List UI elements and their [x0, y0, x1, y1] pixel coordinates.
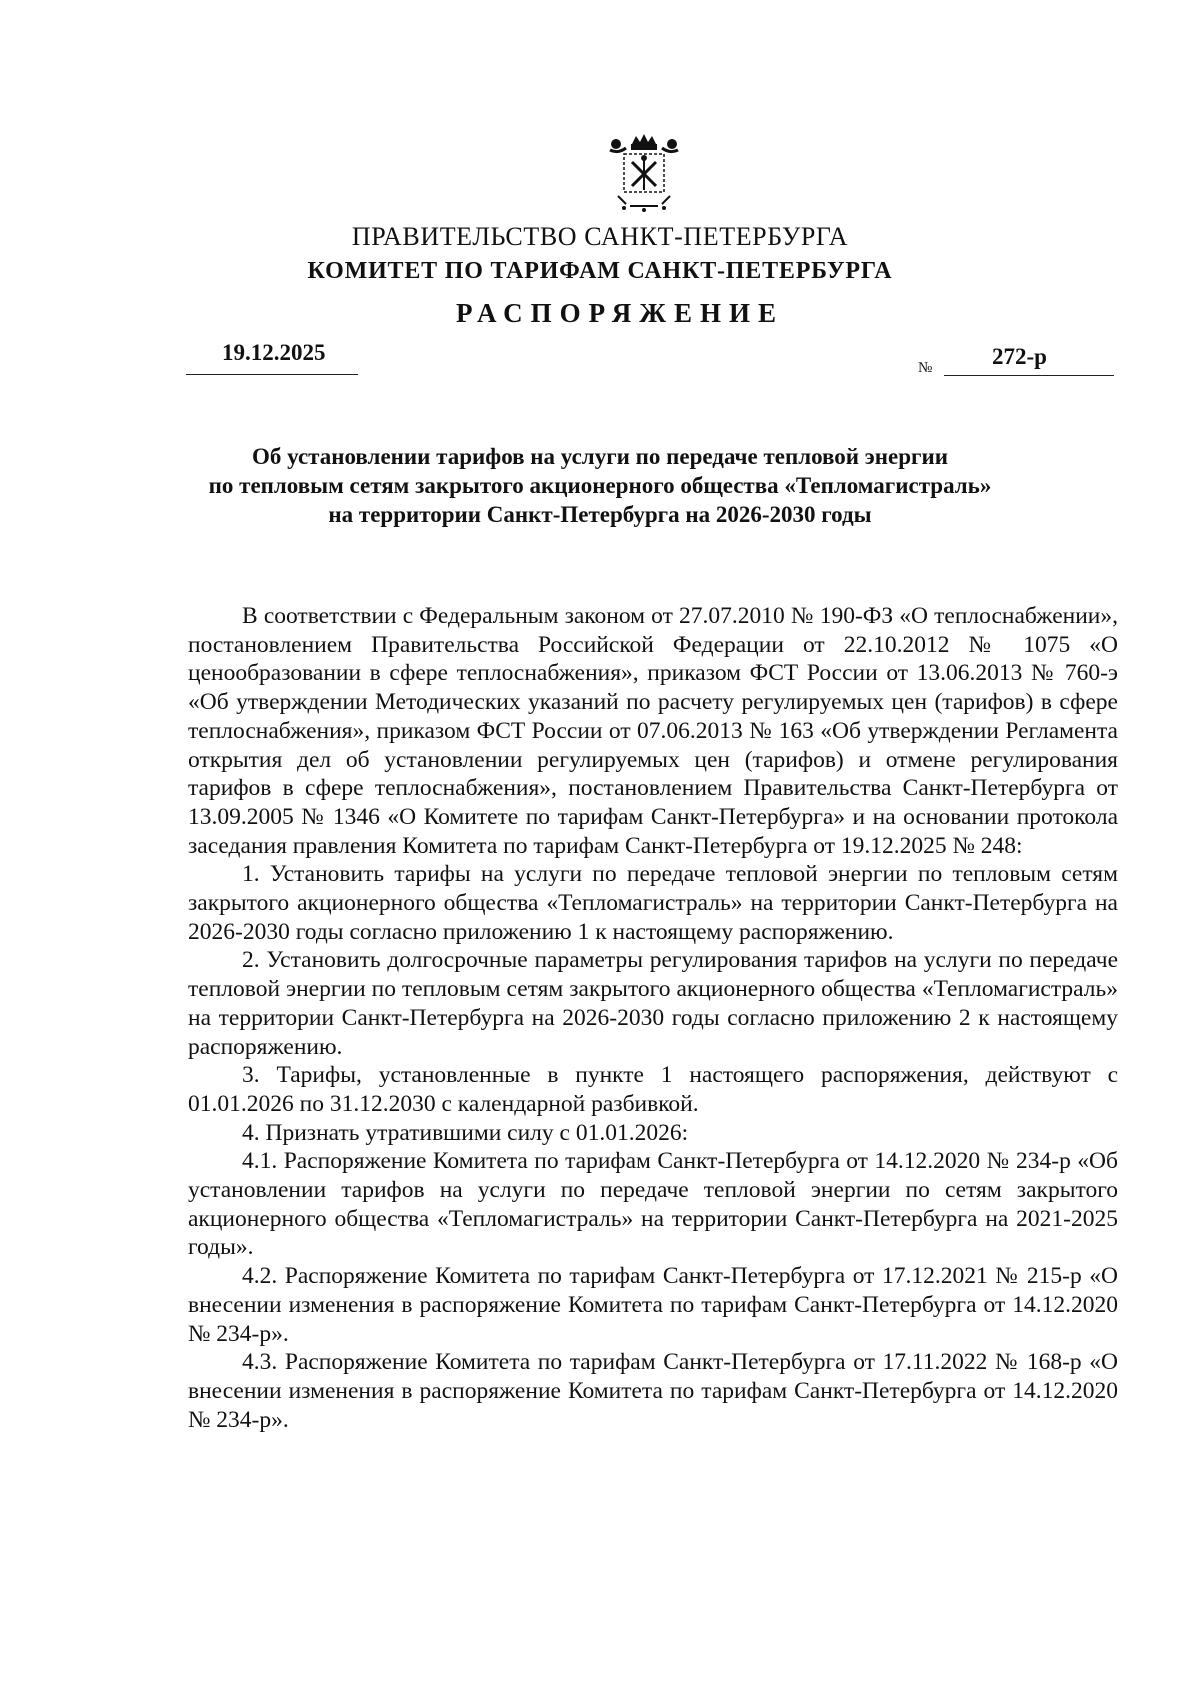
- document-date: 19.12.2025: [222, 340, 326, 365]
- document-number: 272-р: [992, 344, 1047, 369]
- item-4-1: 4.1. Распоряжение Комитета по тарифам Санкт-Петербурга от 14.12.2020 № 234-р «Об установлении тарифов на услуги по передаче тепловой энергии по сетям закрытого акционерного общества «Тепломагистраль» на территории Санкт-Петербурга на 2021-2025 годы».: [188, 1148, 1118, 1261]
- item-2: 2. Установить долгосрочные параметры регулирования тарифов на услуги по передаче тепловой энергии по тепловым сетям закрытого акционерного общества «Тепломагистраль» на территории Санкт-Петербурга на 2026-2030 годы согласно приложению 2 к настоящему распоряжению.: [188, 947, 1118, 1060]
- document-title: [150, 442, 1050, 529]
- document-type: РАСПОРЯЖЕНИЕ: [455, 298, 785, 328]
- preamble-paragraph: В соответствии с Федеральным законом от 27.07.2010 № 190-ФЗ «О теплоснабжении», постановлением Правительства Российской Федерации от 22.10.2012 № 1075 «О ценообразовании в сфере теплоснабжения», приказом ФСТ России от 13.06.2013 № 760-э «Об утверждении Методических указаний по расчету регулируемых цен (тарифов) в сфере теплоснабжения», приказом ФСТ России от 07.06.2013 № 163 «Об утверждении Регламента открытия дел об установлении регулируемых цен (тарифов) и отмене регулирования тарифов в сфере теплоснабжения», постановлением Правительства Санкт-Петербурга от 13.09.2005 № 1346 «О Комитете по тарифам Санкт-Петербурга» и на основании протокола заседания правления Комитета по тарифам Санкт-Петербурга от 19.12.2025 № 248:: [188, 603, 1118, 859]
- item-4-3: 4.3. Распоряжение Комитета по тарифам Санкт-Петербурга от 17.11.2022 № 168-р «О внесении изменения в распоряжение Комитета по тарифам Санкт-Петербурга от 14.12.2020 № 234-р».: [188, 1349, 1118, 1433]
- item-3: 3. Тарифы, установленные в пункте 1 настоящего распоряжения, действуют с 01.01.2026 по 31.12.2030 с календарной разбивкой.: [188, 1062, 1118, 1117]
- saint-petersburg-coat-of-arms-icon: [596, 134, 692, 216]
- government-name: ПРАВИТЕЛЬСТВО САНКТ-ПЕТЕРБУРГА: [351, 222, 849, 251]
- number-sign: №: [918, 360, 933, 376]
- item-1: 1. Установить тарифы на услуги по передаче тепловой энергии по тепловым сетям закрытого акционерного общества «Тепломагистраль» на территории Санкт-Петербурга на 2026-2030 годы согласно приложению 1 к настоящему распоряжению.: [188, 861, 1118, 945]
- item-4-2: 4.2. Распоряжение Комитета по тарифам Санкт-Петербурга от 17.12.2021 № 215-р «О внесении изменения в распоряжение Комитета по тарифам Санкт-Петербурга от 14.12.2020 № 234-р».: [188, 1263, 1118, 1347]
- committee-name: КОМИТЕТ ПО ТАРИФАМ САНКТ-ПЕТЕРБУРГА: [307, 258, 893, 284]
- date-underline: [186, 374, 358, 375]
- document-body: [188, 602, 1118, 1434]
- title-line: по тепловым сетям закрытого акционерного общества «Тепломагистраль»: [208, 473, 992, 498]
- number-underline: [944, 375, 1114, 376]
- title-line: Об установлении тарифов на услуги по передаче тепловой энергии: [252, 444, 948, 469]
- item-4: 4. Признать утратившими силу с 01.01.2026:: [242, 1119, 689, 1146]
- title-line: на территории Санкт-Петербурга на 2026-2030 годы: [328, 502, 872, 527]
